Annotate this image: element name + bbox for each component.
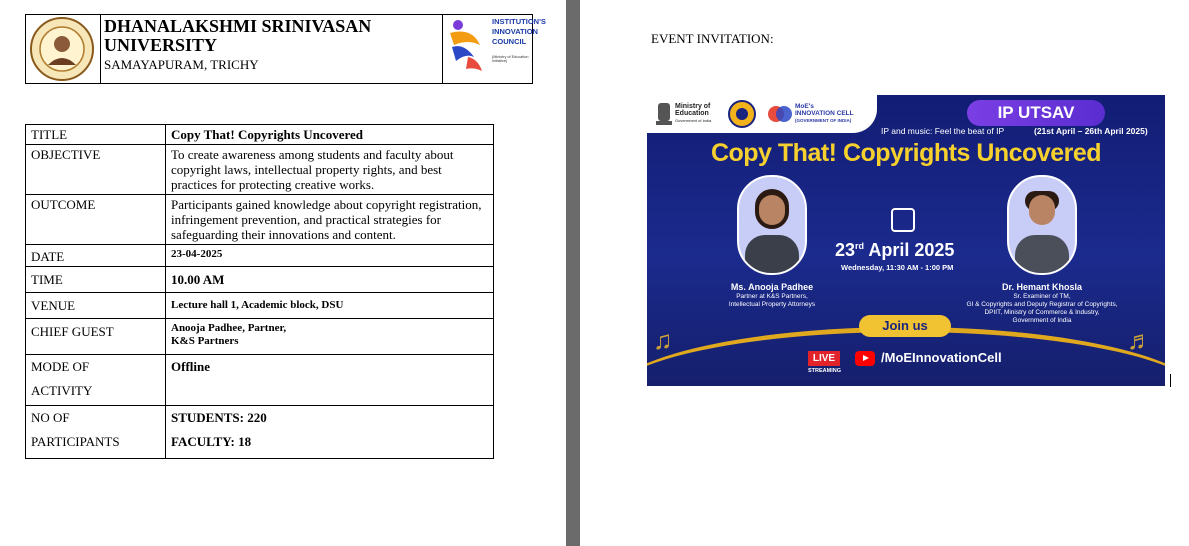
venue-label: VENUE	[26, 293, 166, 319]
time-value: 10.00 AM	[166, 267, 494, 293]
mode-label	[26, 355, 166, 406]
document-page-right	[580, 0, 1189, 546]
speaker2-role-line4: Government of India	[1012, 317, 1072, 324]
music-note-icon: ♫	[653, 325, 673, 355]
table-row	[26, 195, 494, 245]
speaker2-name: Dr. Hemant Khosla	[1001, 282, 1083, 292]
speaker1-photo	[737, 175, 807, 275]
join-us-badge: Join us	[859, 315, 951, 337]
poster-logo-bar	[647, 95, 877, 133]
youtube-handle: /MoEInnovationCell	[881, 350, 1002, 365]
page-divider	[566, 0, 580, 546]
document-page-left	[0, 0, 566, 546]
event-date-suffix: rd	[855, 241, 865, 251]
moe-logo-text	[795, 103, 854, 124]
objective-label: OBJECTIVE	[26, 145, 166, 195]
university-name: DHANALAKSHMI SRINIVASAN UNIVERSITY	[104, 16, 372, 55]
moe-innovation-cell-icon	[767, 101, 793, 127]
iic-logo-icon	[444, 17, 492, 77]
university-header	[25, 14, 546, 84]
event-poster	[647, 95, 1165, 386]
chief-guest-line2: K&S Partners	[171, 335, 239, 347]
speaker2-face	[1029, 195, 1055, 225]
table-row	[26, 125, 494, 145]
streaming-label: STREAMING	[808, 368, 841, 374]
outcome-label: OUTCOME	[26, 195, 166, 245]
iic-subtitle: (Ministry of Education Initiative)	[492, 55, 529, 63]
mode-label-line2: ACTIVITY	[31, 383, 93, 398]
speaker1-role	[687, 293, 857, 309]
speaker2-photo	[1007, 175, 1077, 275]
faculty-count: FACULTY: 18	[171, 434, 252, 449]
moe-line2: INNOVATION CELL	[795, 110, 854, 117]
title-value-text: Copy That! Copyrights Uncovered	[171, 127, 364, 142]
iic-line1: INSTITUTION'S	[492, 17, 546, 26]
title-label: TITLE	[26, 125, 166, 145]
poster-headline: Copy That! Copyrights Uncovered	[710, 139, 1102, 167]
speaker2-role-line1: Sr. Examiner of TM,	[1013, 293, 1071, 300]
chief-guest-value	[166, 319, 494, 355]
venue-value: Lecture hall 1, Academic block, DSU	[166, 293, 494, 319]
ministry-line3: Government of India	[675, 118, 712, 123]
speaker2-role-line2: GI & Copyrights and Deputy Registrar of Copyrights,	[966, 301, 1118, 308]
participants-label-line1: NO OF	[31, 410, 70, 425]
event-date-day: 23	[835, 240, 856, 260]
emblem-icon	[655, 101, 673, 127]
text-cursor	[1170, 374, 1171, 387]
table-row	[26, 293, 494, 319]
iic-logo-cell	[442, 15, 546, 83]
aicte-logo-icon	[727, 99, 757, 129]
speaker2-body	[1015, 235, 1069, 273]
university-location: SAMAYAPURAM, TRICHY	[104, 57, 259, 72]
table-row	[26, 355, 494, 406]
event-time: Wednesday, 11:30 AM - 1:00 PM	[841, 263, 954, 272]
event-date	[835, 240, 954, 261]
mode-value: Offline	[166, 355, 494, 406]
chief-guest-line1: Anooja Padhee, Partner,	[171, 322, 287, 334]
ministry-line1: Ministry of	[675, 103, 711, 110]
participants-label-line2: PARTICIPANTS	[31, 434, 120, 449]
table-row	[26, 267, 494, 293]
date-label: DATE	[26, 245, 166, 267]
music-note-icon: ♬	[1127, 325, 1153, 355]
speaker1-role-line2: Intellectual Property Attorneys	[728, 301, 816, 308]
date-value: 23-04-2025	[166, 245, 494, 267]
objective-value: To create awareness among students and faculty about copyright laws, intellectual property rights, and best practices for protecting creative works.	[166, 145, 494, 195]
iic-title	[492, 17, 546, 47]
iic-line3: COUNCIL	[492, 37, 527, 46]
university-seal-icon	[26, 15, 100, 83]
ministry-line2: Education	[675, 110, 709, 117]
mode-label-line1: MODE OF	[31, 359, 90, 374]
table-row	[26, 245, 494, 267]
time-label: TIME	[26, 267, 166, 293]
university-logo-cell	[26, 15, 101, 83]
chief-guest-label: CHIEF GUEST	[26, 319, 166, 355]
speaker2-role	[932, 293, 1152, 325]
iic-line2: INNOVATION	[492, 27, 538, 36]
speaker2-role-line3: DPIIT, Ministry of Commerce & Industry,	[984, 309, 1100, 316]
table-row	[26, 319, 494, 355]
event-date-month-year: April 2025	[864, 240, 955, 260]
poster-tagline: IP and music: Feel the beat of IP	[881, 126, 1005, 136]
youtube-icon	[855, 351, 875, 366]
ip-utsav-badge: IP UTSAV	[967, 100, 1105, 126]
speaker1-face	[759, 195, 785, 225]
table-row	[26, 406, 494, 459]
live-badge: LIVE	[808, 351, 840, 366]
speaker1-role-line1: Partner at K&S Partners,	[736, 293, 808, 300]
outcome-value: Participants gained knowledge about copyright registration, infringement prevention, and practical strategies for safeguarding their innovations and content.	[166, 195, 494, 245]
calendar-icon	[891, 208, 915, 232]
poster-dates: (21st April – 26th April 2025)	[1034, 126, 1148, 136]
ministry-logo-text	[675, 103, 711, 124]
participants-label	[26, 406, 166, 459]
table-row	[26, 145, 494, 195]
speaker1-body	[745, 235, 799, 273]
moe-line3: (GOVERNMENT OF INDIA)	[795, 118, 852, 123]
moe-line1: MoE's	[795, 103, 814, 110]
university-name-cell	[100, 15, 443, 83]
students-count: STUDENTS: 220	[171, 410, 267, 425]
title-value	[166, 125, 494, 145]
event-invitation-heading: EVENT INVITATION:	[651, 31, 774, 46]
participants-value	[166, 406, 494, 459]
event-details-table	[25, 124, 494, 459]
speaker1-name: Ms. Anooja Padhee	[730, 282, 814, 292]
